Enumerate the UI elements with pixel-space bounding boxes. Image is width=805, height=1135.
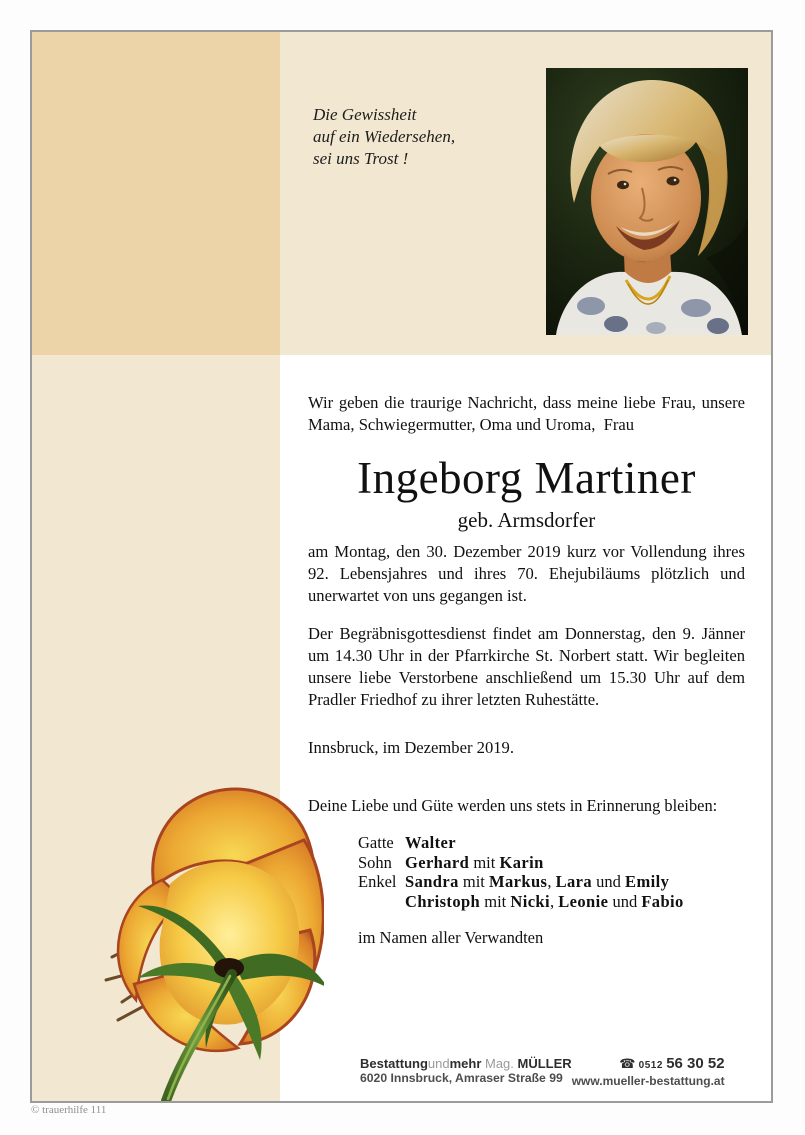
obituary-card — [30, 30, 773, 1103]
family-role — [358, 892, 405, 912]
family-role: Sohn — [358, 852, 392, 872]
family-connector: , — [549, 891, 559, 911]
family-connector: und — [592, 872, 626, 891]
remembrance-line: Deine Liebe und Güte werden uns stets in Erinnerung bleiben: — [308, 796, 718, 815]
family-name: Walter — [405, 833, 456, 852]
announcement-paragraph — [308, 392, 745, 436]
motto-line: sei uns Trost ! — [313, 149, 409, 168]
funeral-home-address: 6020 Innsbruck, Amraser Straße 99 — [360, 1071, 563, 1085]
family-connector: mit — [469, 852, 500, 872]
family-connector: mit — [480, 891, 511, 911]
motto-verse — [313, 104, 543, 170]
family-name: Markus — [489, 872, 548, 891]
family-names — [405, 872, 748, 892]
phone-icon: ☎ — [619, 1056, 636, 1071]
family-row — [358, 833, 748, 853]
funeral-home-contact — [572, 1056, 725, 1089]
family-connector: und — [608, 891, 642, 911]
announcement-frau: Frau — [595, 415, 635, 434]
portrait-illustration — [546, 68, 748, 335]
family-role: Gatte — [358, 833, 394, 852]
funeral-paragraph: Der Begräbnisgottesdienst findet am Donnerstag, den 9. Jänner um 14.30 Uhr in der Pfarrkirche St. Norbert statt. Wir begleiten unsere liebe Verstorbene anschließend um 15.30 Uhr auf dem Pradler Friedhof zu ihrer letzten Ruhestätte. — [308, 624, 745, 709]
motto-line: Die Gewissheit — [313, 105, 417, 124]
death-paragraph: am Montag, den 30. Dezember 2019 kurz vor Vollendung ihres 92. Lebensjahres und ihres 70. Ehejubiläums plötzlich und unerwartet von uns gegangen ist. — [308, 542, 745, 605]
funeral-home-brand — [360, 1056, 572, 1071]
announcement-text: Wir geben die traurige Nachricht, dass meine liebe Frau, unsere Mama, Schwiegermutter, Oma und Uroma, — [308, 393, 745, 434]
top-left-tan-panel — [32, 32, 280, 355]
copyright-note: © trauerhilfe 111 — [31, 1104, 107, 1116]
family-name: Sandra — [405, 872, 459, 891]
family-name: Emily — [625, 872, 670, 891]
phone-number: 56 30 52 — [666, 1055, 725, 1072]
family-name: Fabio — [641, 891, 684, 911]
rose-photo — [82, 772, 324, 1103]
phone-prefix: 0512 — [635, 1060, 667, 1071]
family-name: Karin — [499, 852, 544, 872]
brand-und: und — [427, 1056, 450, 1071]
family-connector: mit — [458, 872, 490, 891]
phone-line — [572, 1056, 725, 1074]
deceased-name: Ingeborg Martiner — [357, 453, 696, 503]
family-names — [405, 833, 748, 853]
family-role: Enkel — [358, 872, 397, 891]
brand-mueller: MÜLLER — [517, 1056, 572, 1071]
family-name: Gerhard — [405, 852, 470, 872]
family-row — [358, 872, 748, 892]
place-date-line: Innsbruck, im Dezember 2019. — [308, 738, 514, 757]
family-name: Christoph — [405, 891, 481, 911]
family-name: Nicki — [510, 891, 550, 911]
family-row — [358, 853, 748, 873]
rose-illustration — [82, 772, 324, 1103]
family-name: Leonie — [558, 891, 609, 911]
brand-bestattung: Bestattung — [360, 1056, 428, 1071]
closing-line: im Namen aller Verwandten — [358, 928, 544, 947]
family-list — [358, 833, 748, 911]
family-row — [358, 892, 748, 912]
family-connector: , — [547, 872, 556, 891]
website-url: www.mueller-bestattung.at — [571, 1074, 725, 1088]
deceased-birth-name: geb. Armsdorfer — [457, 508, 596, 532]
deceased-portrait-photo — [546, 68, 748, 335]
funeral-home-identity — [360, 1056, 572, 1086]
funeral-home-footer — [360, 1055, 725, 1089]
family-names — [405, 892, 748, 912]
motto-line: auf ein Wiedersehen, — [313, 127, 456, 146]
family-names — [405, 853, 748, 873]
family-name: Lara — [555, 872, 593, 891]
brand-mehr: mehr — [449, 1056, 482, 1071]
brand-mag: Mag. — [481, 1056, 518, 1071]
